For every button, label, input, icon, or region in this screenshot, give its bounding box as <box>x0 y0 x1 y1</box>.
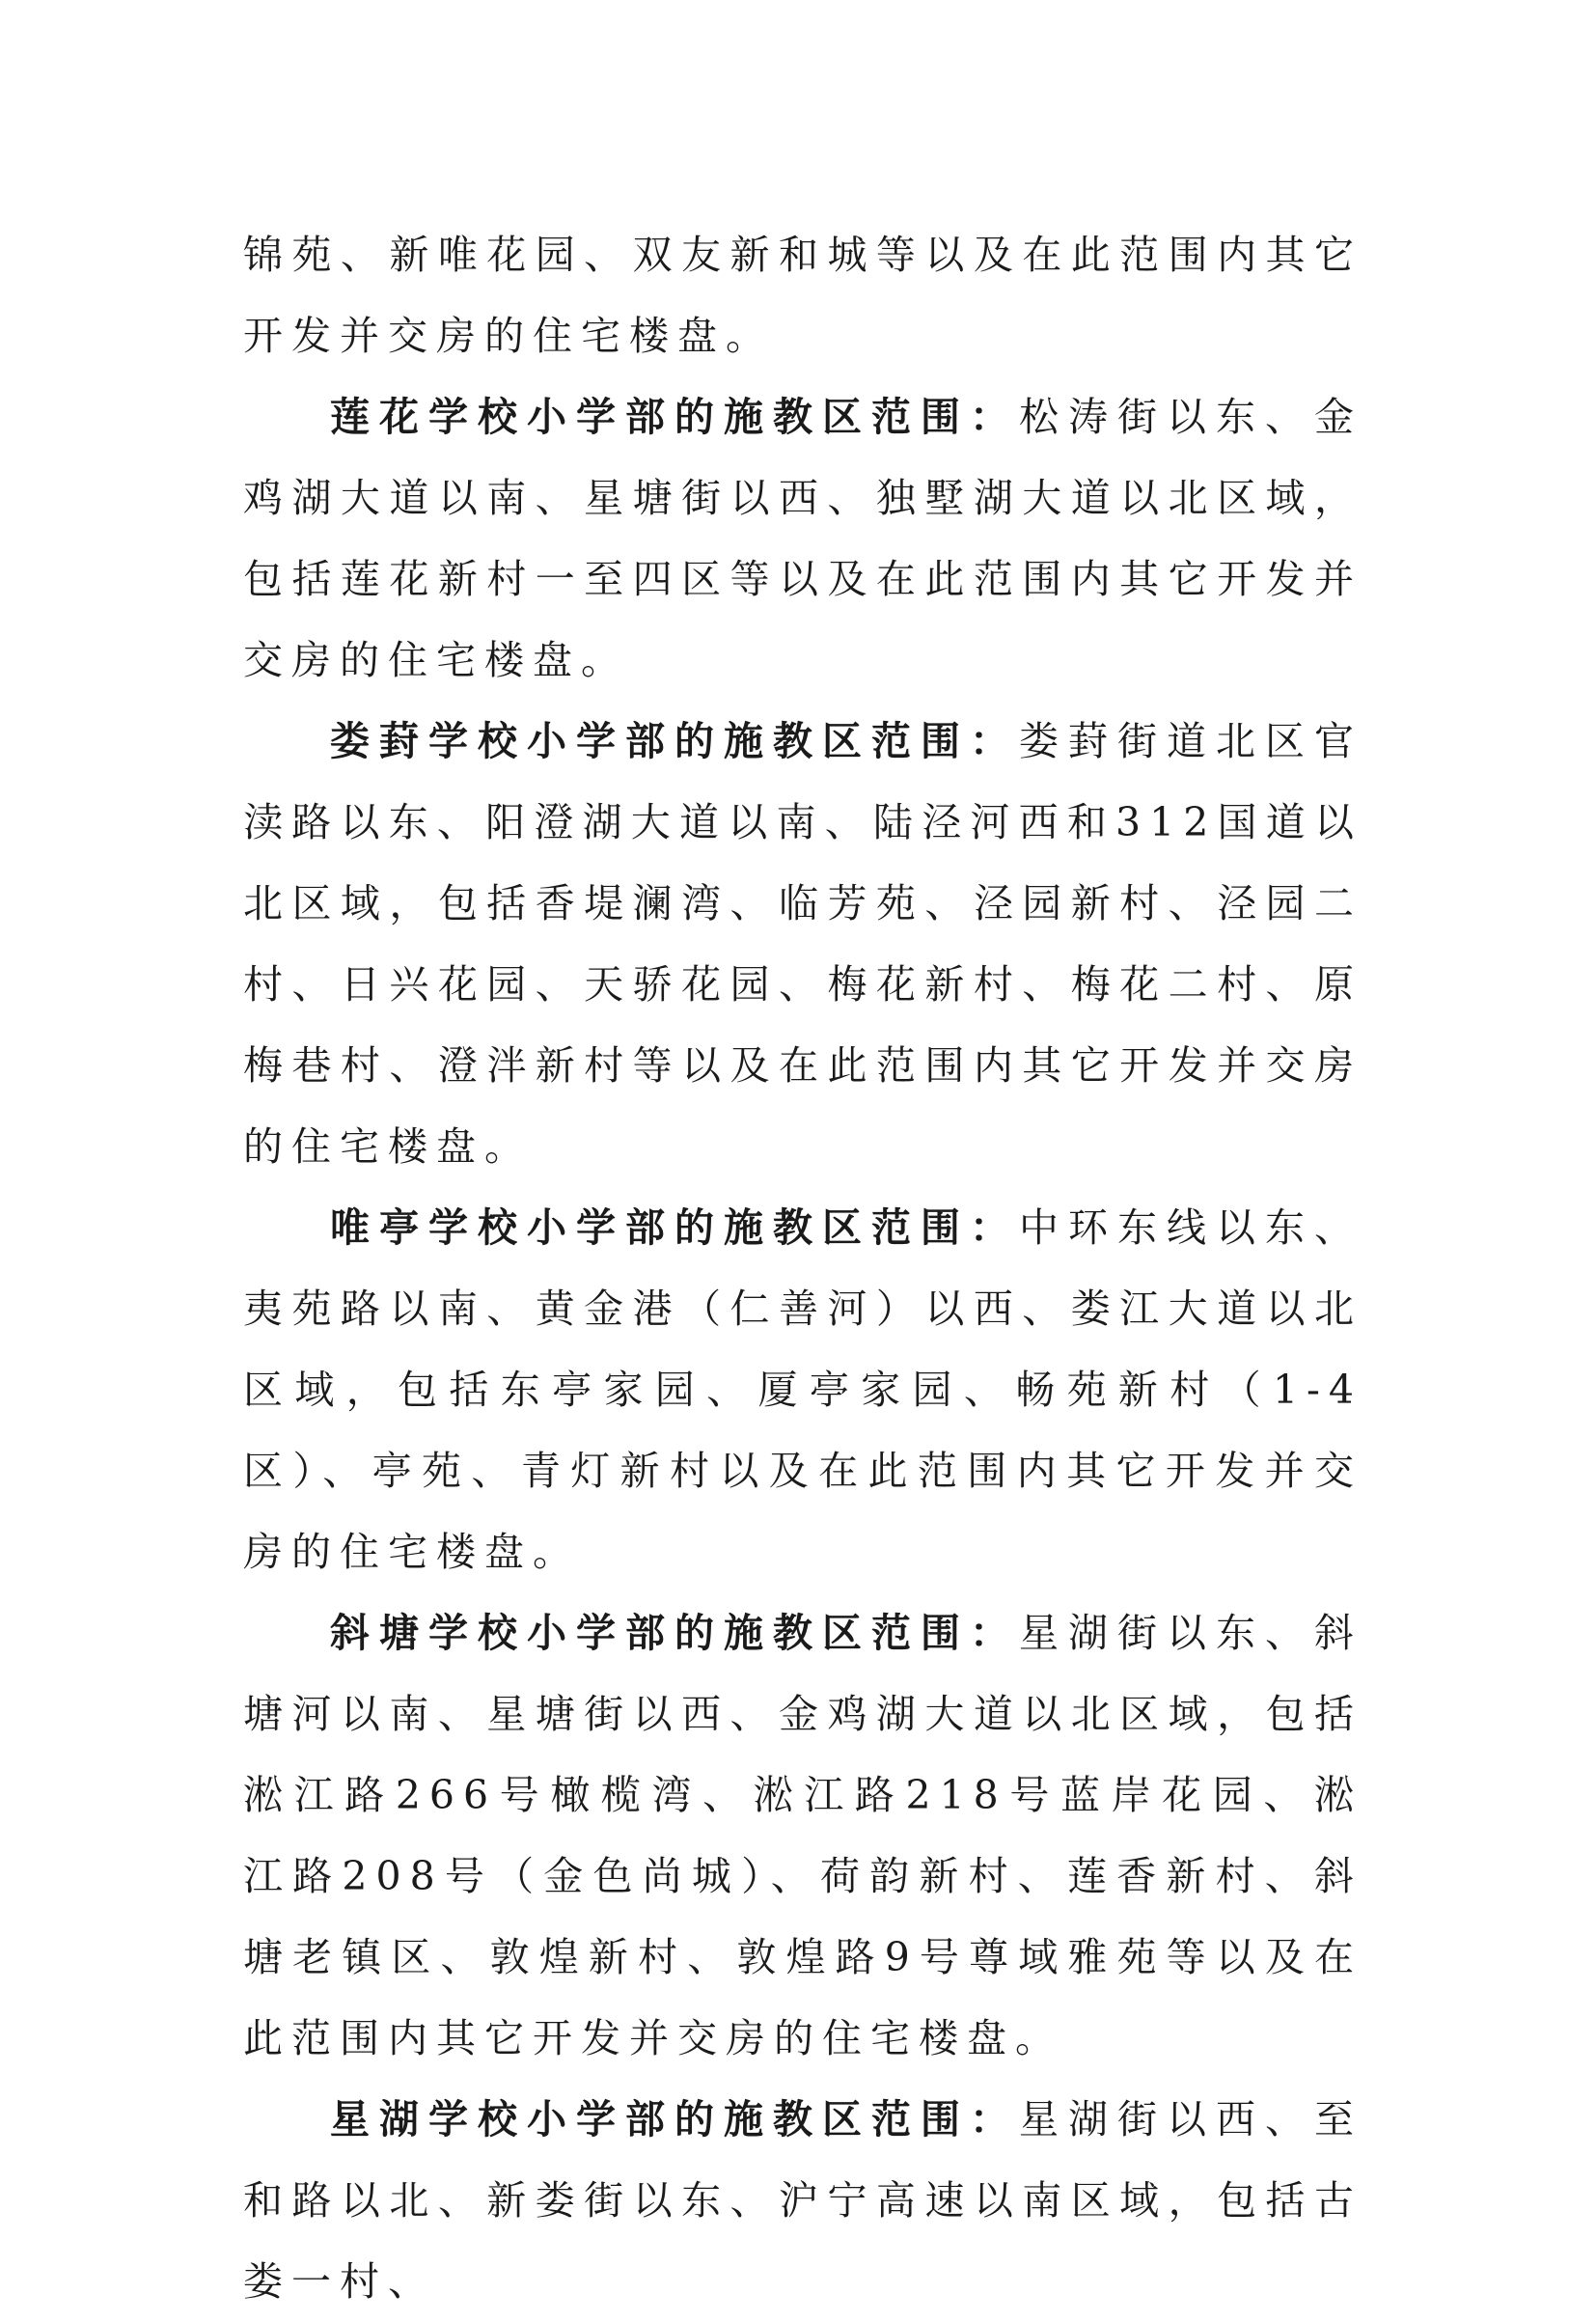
paragraph-heading: 斜塘学校小学部的施教区范围： <box>330 1610 1019 1656</box>
paragraph-text: 中环东线以东、夷苑路以南、黄金港（仁善河）以西、娄江大道以北区域，包括东亭家园、厦亭家园、畅苑新村（1-4区）、亭苑、青灯新村以及在此范围内其它开发并交房的住宅楼盘。 <box>243 1204 1362 1575</box>
paragraph-xinghu-school <box>243 2079 1362 2322</box>
document-body <box>243 214 1362 2322</box>
paragraph-loufeng-school <box>243 701 1362 1187</box>
paragraph-heading: 星湖学校小学部的施教区范围： <box>330 2096 1019 2142</box>
paragraph-text: 松涛街以东、金鸡湖大道以南、星塘街以西、独墅湖大道以北区域，包括莲花新村一至四区等以及在此范围内其它开发并交房的住宅楼盘。 <box>243 394 1362 683</box>
paragraph-text: 娄葑街道北区官渎路以东、阳澄湖大道以南、陆泾河西和312国道以北区域，包括香堤澜湾、临芳苑、泾园新村、泾园二村、日兴花园、天骄花园、梅花新村、梅花二村、原梅巷村、澄泮新村等以及在此范围内其它开发并交房的住宅楼盘。 <box>243 718 1362 1170</box>
paragraph-text: 星湖街以东、斜塘河以南、星塘街以西、金鸡湖大道以北区域，包括淞江路266号橄榄湾、淞江路218号蓝岸花园、淞江路208号（金色尚城）、荷韵新村、莲香新村、斜塘老镇区、敦煌新村、敦煌路9号尊域雅苑等以及在此范围内其它开发并交房的住宅楼盘。 <box>243 1610 1362 2061</box>
paragraph-heading: 莲花学校小学部的施教区范围： <box>330 394 1019 440</box>
paragraph-text: 星湖街以西、至和路以北、新娄街以东、沪宁高速以南区域，包括古娄一村、 <box>243 2096 1362 2305</box>
paragraph-weiting-school <box>243 1187 1362 1592</box>
paragraph-heading: 娄葑学校小学部的施教区范围： <box>330 718 1019 764</box>
paragraph-lianhua-school <box>243 376 1362 701</box>
paragraph-xietang-school <box>243 1592 1362 2079</box>
paragraph-heading: 唯亭学校小学部的施教区范围： <box>330 1204 1019 1251</box>
paragraph-continuation <box>243 214 1362 376</box>
paragraph-text: 锦苑、新唯花园、双友新和城等以及在此范围内其它开发并交房的住宅楼盘。 <box>243 232 1362 359</box>
